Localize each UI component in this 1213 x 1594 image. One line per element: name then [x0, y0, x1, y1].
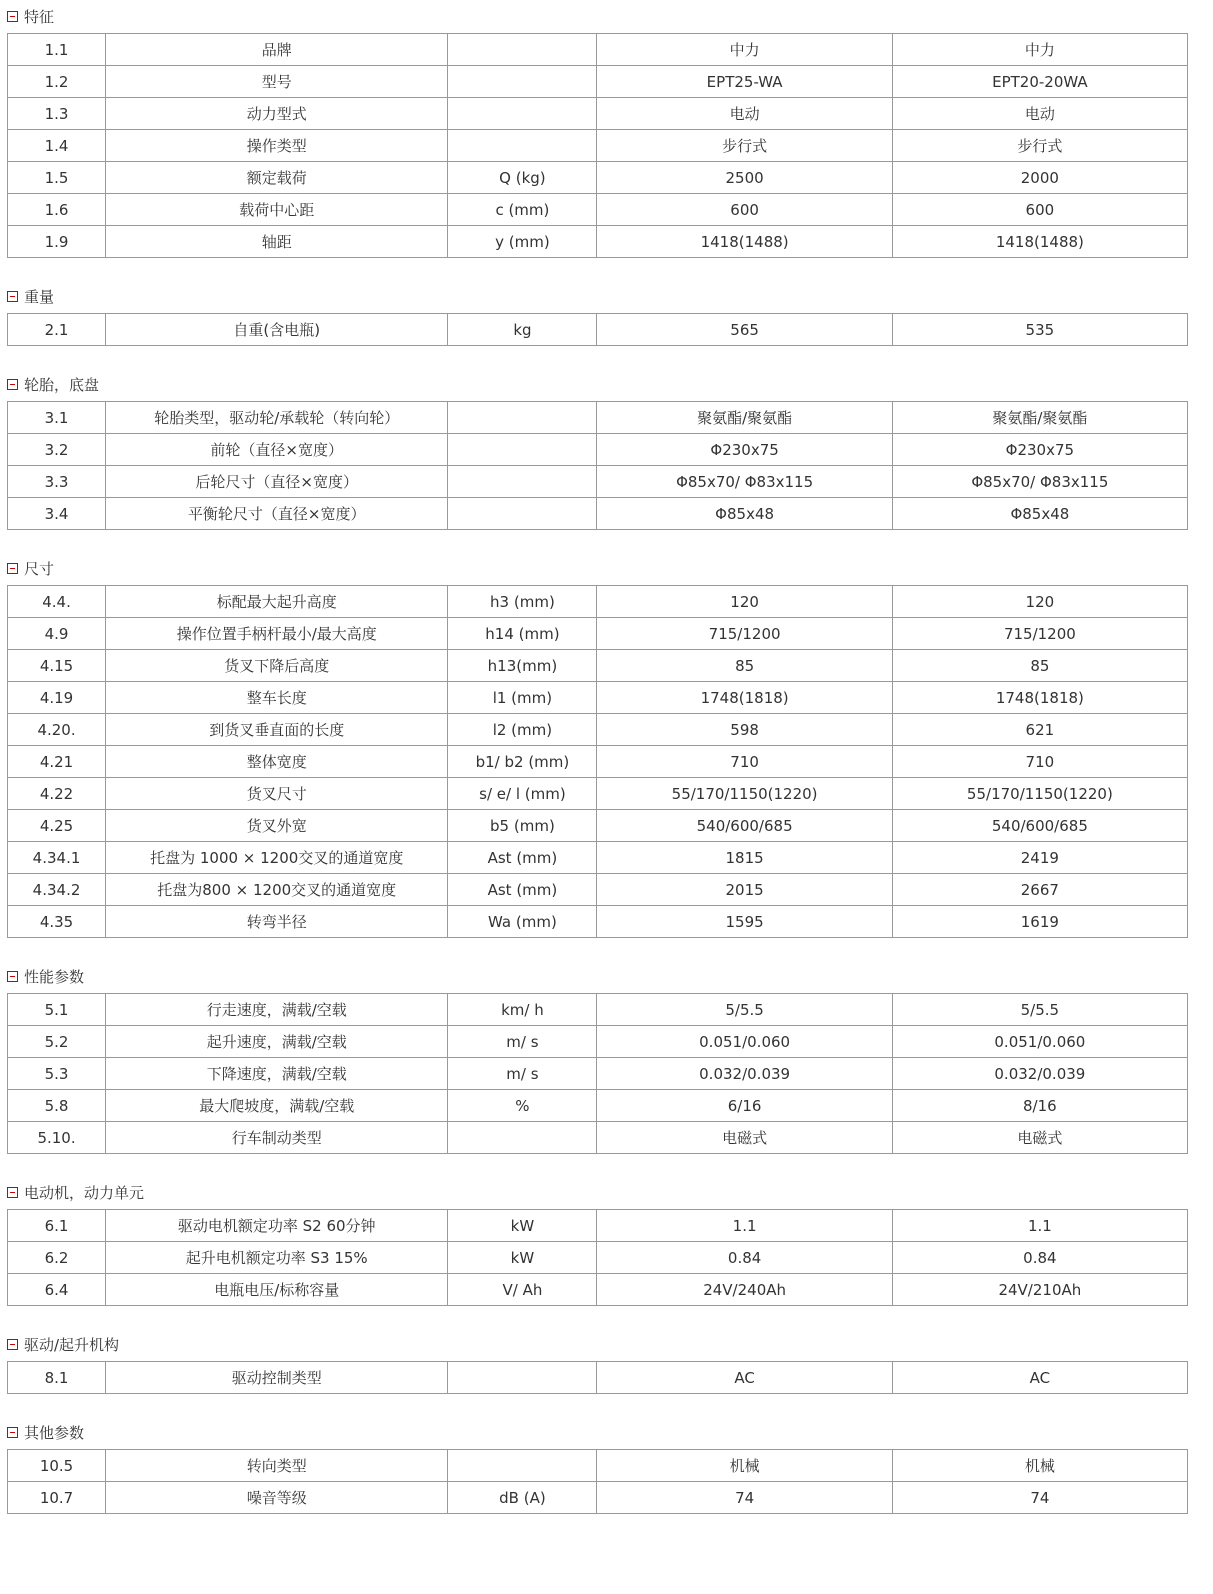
section-header	[7, 552, 1188, 585]
parameter-name: 到货叉垂直面的长度	[106, 714, 448, 746]
row-number: 1.6	[8, 194, 106, 226]
unit: dB (A)	[448, 1482, 597, 1514]
table-row	[8, 778, 1188, 810]
model-2-value: 540/600/685	[892, 810, 1187, 842]
parameter-name: 品牌	[106, 34, 448, 66]
model-1-value: 机械	[597, 1450, 892, 1482]
table-row	[8, 434, 1188, 466]
parameter-name: 起升电机额定功率 S3 15%	[106, 1242, 448, 1274]
table-row	[8, 618, 1188, 650]
row-number: 4.22	[8, 778, 106, 810]
model-2-value: EPT20-20WA	[892, 66, 1187, 98]
unit: m/ s	[448, 1058, 597, 1090]
model-2-value: 2667	[892, 874, 1187, 906]
table-row	[8, 402, 1188, 434]
spec-section	[7, 1328, 1188, 1394]
spec-table	[7, 585, 1188, 938]
unit	[448, 1122, 597, 1154]
model-1-value: 600	[597, 194, 892, 226]
row-number: 4.21	[8, 746, 106, 778]
unit: kW	[448, 1210, 597, 1242]
model-2-value: 621	[892, 714, 1187, 746]
section-header	[7, 1328, 1188, 1361]
unit: b5 (mm)	[448, 810, 597, 842]
model-2-value: 85	[892, 650, 1187, 682]
unit: Q (kg)	[448, 162, 597, 194]
spec-section	[7, 1416, 1188, 1514]
parameter-name: 驱动控制类型	[106, 1362, 448, 1394]
section-title: 其他参数	[24, 1424, 85, 1442]
collapse-toggle-icon[interactable]	[7, 1187, 18, 1198]
model-1-value: 0.84	[597, 1242, 892, 1274]
model-2-value: 电磁式	[892, 1122, 1187, 1154]
unit: m/ s	[448, 1026, 597, 1058]
unit	[448, 66, 597, 98]
spec-table	[7, 313, 1188, 346]
unit	[448, 498, 597, 530]
section-header	[7, 280, 1188, 313]
section-header	[7, 960, 1188, 993]
model-2-value: 1418(1488)	[892, 226, 1187, 258]
unit: b1/ b2 (mm)	[448, 746, 597, 778]
table-row	[8, 498, 1188, 530]
parameter-name: 平衡轮尺寸（直径×宽度）	[106, 498, 448, 530]
section-title: 驱动/起升机构	[24, 1336, 120, 1354]
unit: s/ e/ l (mm)	[448, 778, 597, 810]
row-number: 1.4	[8, 130, 106, 162]
parameter-name: 动力型式	[106, 98, 448, 130]
model-1-value: 1748(1818)	[597, 682, 892, 714]
parameter-name: 托盘为800 × 1200交叉的通道宽度	[106, 874, 448, 906]
table-row	[8, 810, 1188, 842]
unit: %	[448, 1090, 597, 1122]
parameter-name: 整车长度	[106, 682, 448, 714]
unit: kW	[448, 1242, 597, 1274]
model-2-value: 1619	[892, 906, 1187, 938]
model-1-value: 540/600/685	[597, 810, 892, 842]
unit: h14 (mm)	[448, 618, 597, 650]
row-number: 3.2	[8, 434, 106, 466]
row-number: 5.8	[8, 1090, 106, 1122]
model-1-value: 1595	[597, 906, 892, 938]
parameter-name: 前轮（直径×宽度）	[106, 434, 448, 466]
table-row	[8, 130, 1188, 162]
row-number: 5.3	[8, 1058, 106, 1090]
table-row	[8, 314, 1188, 346]
row-number: 4.34.2	[8, 874, 106, 906]
row-number: 1.1	[8, 34, 106, 66]
model-2-value: 步行式	[892, 130, 1187, 162]
model-2-value: Φ85x48	[892, 498, 1187, 530]
model-1-value: 2500	[597, 162, 892, 194]
parameter-name: 标配最大起升高度	[106, 586, 448, 618]
table-row	[8, 66, 1188, 98]
unit	[448, 130, 597, 162]
model-1-value: 电磁式	[597, 1122, 892, 1154]
model-1-value: Φ85x70/ Φ83x115	[597, 466, 892, 498]
unit	[448, 402, 597, 434]
model-2-value: 0.051/0.060	[892, 1026, 1187, 1058]
parameter-name: 自重(含电瓶)	[106, 314, 448, 346]
table-row	[8, 682, 1188, 714]
model-2-value: Φ230x75	[892, 434, 1187, 466]
model-1-value: 710	[597, 746, 892, 778]
parameter-name: 行车制动类型	[106, 1122, 448, 1154]
row-number: 6.1	[8, 1210, 106, 1242]
table-row	[8, 466, 1188, 498]
model-2-value: 聚氨酯/聚氨酯	[892, 402, 1187, 434]
parameter-name: 轴距	[106, 226, 448, 258]
unit: kg	[448, 314, 597, 346]
model-2-value: 2419	[892, 842, 1187, 874]
row-number: 4.19	[8, 682, 106, 714]
section-title: 重量	[24, 288, 55, 306]
section-title: 电动机，动力单元	[24, 1184, 145, 1202]
parameter-name: 转向类型	[106, 1450, 448, 1482]
row-number: 4.34.1	[8, 842, 106, 874]
model-1-value: 715/1200	[597, 618, 892, 650]
unit	[448, 1450, 597, 1482]
unit	[448, 98, 597, 130]
collapse-toggle-icon[interactable]	[7, 379, 18, 390]
section-title: 性能参数	[24, 968, 85, 986]
parameter-name: 最大爬坡度，满载/空载	[106, 1090, 448, 1122]
unit: V/ Ah	[448, 1274, 597, 1306]
spec-table	[7, 1209, 1188, 1306]
row-number: 5.10.	[8, 1122, 106, 1154]
model-2-value: 0.032/0.039	[892, 1058, 1187, 1090]
unit: y (mm)	[448, 226, 597, 258]
section-header	[7, 368, 1188, 401]
model-2-value: 120	[892, 586, 1187, 618]
parameter-name: 货叉尺寸	[106, 778, 448, 810]
model-2-value: AC	[892, 1362, 1187, 1394]
unit: h3 (mm)	[448, 586, 597, 618]
table-row	[8, 1362, 1188, 1394]
section-header	[7, 1176, 1188, 1209]
model-1-value: 1418(1488)	[597, 226, 892, 258]
parameter-name: 托盘为 1000 × 1200交叉的通道宽度	[106, 842, 448, 874]
spec-table	[7, 1361, 1188, 1394]
row-number: 1.3	[8, 98, 106, 130]
parameter-name: 起升速度，满载/空载	[106, 1026, 448, 1058]
parameter-name: 额定载荷	[106, 162, 448, 194]
model-2-value: 中力	[892, 34, 1187, 66]
model-2-value: 55/170/1150(1220)	[892, 778, 1187, 810]
spec-section	[7, 280, 1188, 346]
spec-section	[7, 1176, 1188, 1306]
model-2-value: 600	[892, 194, 1187, 226]
collapse-toggle-icon[interactable]	[7, 563, 18, 574]
table-row	[8, 1210, 1188, 1242]
model-2-value: 1.1	[892, 1210, 1187, 1242]
model-1-value: 中力	[597, 34, 892, 66]
row-number: 10.7	[8, 1482, 106, 1514]
table-row	[8, 746, 1188, 778]
model-1-value: AC	[597, 1362, 892, 1394]
model-2-value: 电动	[892, 98, 1187, 130]
model-1-value: 5/5.5	[597, 994, 892, 1026]
model-1-value: Φ85x48	[597, 498, 892, 530]
unit: l2 (mm)	[448, 714, 597, 746]
model-1-value: 电动	[597, 98, 892, 130]
parameter-name: 载荷中心距	[106, 194, 448, 226]
model-2-value: 535	[892, 314, 1187, 346]
table-row	[8, 1450, 1188, 1482]
parameter-name: 下降速度，满载/空载	[106, 1058, 448, 1090]
model-1-value: 2015	[597, 874, 892, 906]
table-row	[8, 650, 1188, 682]
model-1-value: EPT25-WA	[597, 66, 892, 98]
parameter-name: 驱动电机额定功率 S2 60分钟	[106, 1210, 448, 1242]
row-number: 8.1	[8, 1362, 106, 1394]
model-1-value: 0.051/0.060	[597, 1026, 892, 1058]
model-1-value: Φ230x75	[597, 434, 892, 466]
table-row	[8, 994, 1188, 1026]
unit	[448, 34, 597, 66]
row-number: 4.15	[8, 650, 106, 682]
model-2-value: 24V/210Ah	[892, 1274, 1187, 1306]
parameter-name: 货叉下降后高度	[106, 650, 448, 682]
row-number: 4.4.	[8, 586, 106, 618]
model-2-value: 8/16	[892, 1090, 1187, 1122]
model-1-value: 1815	[597, 842, 892, 874]
model-1-value: 55/170/1150(1220)	[597, 778, 892, 810]
model-1-value: 74	[597, 1482, 892, 1514]
unit: Ast (mm)	[448, 842, 597, 874]
row-number: 4.9	[8, 618, 106, 650]
collapse-toggle-icon[interactable]	[7, 971, 18, 982]
parameter-name: 轮胎类型，驱动轮/承载轮（转向轮）	[106, 402, 448, 434]
table-row	[8, 1058, 1188, 1090]
model-2-value: 1748(1818)	[892, 682, 1187, 714]
table-row	[8, 1482, 1188, 1514]
table-row	[8, 906, 1188, 938]
row-number: 1.5	[8, 162, 106, 194]
spec-section	[7, 368, 1188, 530]
unit: h13(mm)	[448, 650, 597, 682]
row-number: 3.4	[8, 498, 106, 530]
collapse-toggle-icon[interactable]	[7, 291, 18, 302]
model-1-value: 24V/240Ah	[597, 1274, 892, 1306]
model-2-value: Φ85x70/ Φ83x115	[892, 466, 1187, 498]
table-row	[8, 34, 1188, 66]
parameter-name: 操作位置手柄杆最小/最大高度	[106, 618, 448, 650]
spec-table	[7, 993, 1188, 1154]
model-2-value: 74	[892, 1482, 1187, 1514]
model-1-value: 598	[597, 714, 892, 746]
table-row	[8, 226, 1188, 258]
section-title: 轮胎，底盘	[24, 376, 100, 394]
unit	[448, 1362, 597, 1394]
table-row	[8, 586, 1188, 618]
table-row	[8, 162, 1188, 194]
row-number: 4.20.	[8, 714, 106, 746]
model-2-value: 0.84	[892, 1242, 1187, 1274]
model-1-value: 聚氨酯/聚氨酯	[597, 402, 892, 434]
table-row	[8, 874, 1188, 906]
collapse-toggle-icon[interactable]	[7, 11, 18, 22]
spec-section	[7, 552, 1188, 938]
table-row	[8, 1274, 1188, 1306]
unit: l1 (mm)	[448, 682, 597, 714]
table-row	[8, 194, 1188, 226]
row-number: 6.4	[8, 1274, 106, 1306]
unit: km/ h	[448, 994, 597, 1026]
model-1-value: 0.032/0.039	[597, 1058, 892, 1090]
model-2-value: 机械	[892, 1450, 1187, 1482]
parameter-name: 型号	[106, 66, 448, 98]
model-2-value: 710	[892, 746, 1187, 778]
row-number: 5.2	[8, 1026, 106, 1058]
table-row	[8, 1242, 1188, 1274]
model-1-value: 85	[597, 650, 892, 682]
row-number: 2.1	[8, 314, 106, 346]
parameter-name: 行走速度，满载/空载	[106, 994, 448, 1026]
parameter-name: 转弯半径	[106, 906, 448, 938]
row-number: 6.2	[8, 1242, 106, 1274]
model-1-value: 565	[597, 314, 892, 346]
spec-section	[7, 960, 1188, 1154]
table-row	[8, 1026, 1188, 1058]
row-number: 5.1	[8, 994, 106, 1026]
collapse-toggle-icon[interactable]	[7, 1339, 18, 1350]
model-1-value: 6/16	[597, 1090, 892, 1122]
section-title: 尺寸	[24, 560, 55, 578]
row-number: 3.1	[8, 402, 106, 434]
collapse-toggle-icon[interactable]	[7, 1427, 18, 1438]
row-number: 4.25	[8, 810, 106, 842]
parameter-name: 货叉外宽	[106, 810, 448, 842]
row-number: 3.3	[8, 466, 106, 498]
unit: c (mm)	[448, 194, 597, 226]
table-row	[8, 1090, 1188, 1122]
model-1-value: 120	[597, 586, 892, 618]
table-row	[8, 842, 1188, 874]
row-number: 1.9	[8, 226, 106, 258]
model-2-value: 5/5.5	[892, 994, 1187, 1026]
parameter-name: 后轮尺寸（直径×宽度）	[106, 466, 448, 498]
model-2-value: 715/1200	[892, 618, 1187, 650]
parameter-name: 操作类型	[106, 130, 448, 162]
unit	[448, 466, 597, 498]
spec-table	[7, 1449, 1188, 1514]
row-number: 10.5	[8, 1450, 106, 1482]
section-header	[7, 1416, 1188, 1449]
spec-table	[7, 33, 1188, 258]
row-number: 1.2	[8, 66, 106, 98]
table-row	[8, 1122, 1188, 1154]
parameter-name: 电瓶电压/标称容量	[106, 1274, 448, 1306]
unit: Ast (mm)	[448, 874, 597, 906]
unit: Wa (mm)	[448, 906, 597, 938]
model-1-value: 步行式	[597, 130, 892, 162]
row-number: 4.35	[8, 906, 106, 938]
table-row	[8, 98, 1188, 130]
section-title: 特征	[24, 8, 55, 26]
parameter-name: 整体宽度	[106, 746, 448, 778]
table-row	[8, 714, 1188, 746]
model-2-value: 2000	[892, 162, 1187, 194]
section-header	[7, 0, 1188, 33]
spec-section	[7, 0, 1188, 258]
model-1-value: 1.1	[597, 1210, 892, 1242]
spec-table	[7, 401, 1188, 530]
unit	[448, 434, 597, 466]
parameter-name: 噪音等级	[106, 1482, 448, 1514]
